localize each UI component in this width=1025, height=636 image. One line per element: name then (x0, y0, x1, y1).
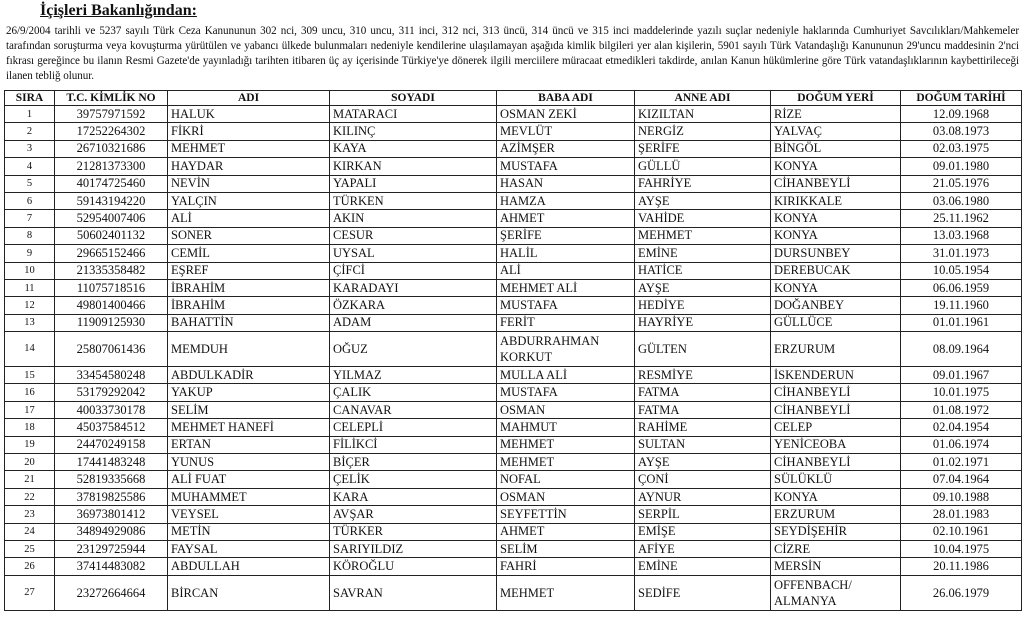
cell-tc-kimlik-no: 49801400466 (55, 297, 168, 314)
cell-dogum-yeri: KONYA (771, 158, 901, 175)
table-row (5, 279, 1022, 296)
cell-adi: BİRCAN (168, 575, 330, 610)
cell-soyadi: ÇELİK (330, 471, 497, 488)
table-row (5, 227, 1022, 244)
cell-baba-adi: HASAN (497, 175, 635, 192)
cell-anne-adi: MEHMET (635, 227, 771, 244)
cell-dogum-yeri: DOĞANBEY (771, 297, 901, 314)
cell-sira: 2 (5, 123, 55, 140)
cell-soyadi: KARA (330, 488, 497, 505)
cell-dogum-tarihi: 10.05.1954 (901, 262, 1022, 279)
cell-soyadi: KILINÇ (330, 123, 497, 140)
cell-baba-adi: OSMAN (497, 401, 635, 418)
announcement-paragraph: 26/9/2004 tarihli ve 5237 sayılı Türk Ceza Kanununun 302 nci, 309 uncu, 310 uncu, 311 inci, 312 nci, 313 üncü, 314 üncü ve 315 inci maddelerinde yazılı suçlar nedeniyle haklarında Cumhuriyet Savcılıkları/Mahkemeler tarafından soruşturma veya kovuşturma yürütülen ve yabancı ülkede bulunmaları nedeniyle kendilerine ulaşılamayan aşağıda kimlik bilgileri yer alan kişilerin, 5901 sayılı Türk Vatandaşlığı Kanununun 29'uncu maddesinin 2'nci fıkrası gereğince bu ilanın Resmi Gazete'de yayınladığı tarihten itibaren üç ay içerisinde Türkiye'ye dönerek ilgili merciilere müracaat etmedikleri takdirde, anılan Kanun hükümlerine göre Türk vatandaşlıklarının kaybettirileceği ilanen tebliğ olunur. (6, 25, 1019, 82)
cell-tc-kimlik-no: 17441483248 (55, 454, 168, 471)
cell-baba-adi: MUSTAFA (497, 297, 635, 314)
cell-dogum-tarihi: 09.01.1980 (901, 158, 1022, 175)
cell-tc-kimlik-no: 24470249158 (55, 436, 168, 453)
cell-adi: MEHMET (168, 140, 330, 157)
header-row (5, 91, 1022, 106)
cell-anne-adi: KIZILTAN (635, 106, 771, 123)
cell-adi: İBRAHİM (168, 279, 330, 296)
cell-dogum-yeri: OFFENBACH/ ALMANYA (771, 575, 901, 610)
cell-sira: 6 (5, 192, 55, 209)
cell-dogum-tarihi: 08.09.1964 (901, 332, 1022, 367)
cell-sira: 27 (5, 575, 55, 610)
cell-dogum-tarihi: 21.05.1976 (901, 175, 1022, 192)
cell-adi: METİN (168, 523, 330, 540)
cell-adi: EŞREF (168, 262, 330, 279)
cell-adi: ALİ FUAT (168, 471, 330, 488)
cell-baba-adi: MEVLÜT (497, 123, 635, 140)
cell-tc-kimlik-no: 21281373300 (55, 158, 168, 175)
cell-adi: MEHMET HANEFİ (168, 419, 330, 436)
table-row (5, 192, 1022, 209)
cell-adi: BAHATTİN (168, 314, 330, 331)
cell-baba-adi: ŞERİFE (497, 227, 635, 244)
table-row (5, 506, 1022, 523)
column-header-anne-adi: ANNE ADI (635, 91, 771, 106)
cell-soyadi: BİÇER (330, 454, 497, 471)
table-row (5, 367, 1022, 384)
cell-sira: 25 (5, 540, 55, 557)
cell-tc-kimlik-no: 40033730178 (55, 401, 168, 418)
cell-soyadi: YAPALI (330, 175, 497, 192)
cell-anne-adi: ŞERİFE (635, 140, 771, 157)
table-row (5, 471, 1022, 488)
cell-dogum-yeri: ERZURUM (771, 332, 901, 367)
cell-tc-kimlik-no: 34894929086 (55, 523, 168, 540)
document-title: İçişleri Bakanlığından: (40, 2, 197, 19)
cell-dogum-tarihi: 02.10.1961 (901, 523, 1022, 540)
table-row (5, 262, 1022, 279)
table-row (5, 540, 1022, 557)
cell-anne-adi: SERPİL (635, 506, 771, 523)
cell-baba-adi: ABDURRAHMAN KORKUT (497, 332, 635, 367)
cell-adi: YALÇIN (168, 192, 330, 209)
cell-dogum-tarihi: 07.04.1964 (901, 471, 1022, 488)
cell-tc-kimlik-no: 45037584512 (55, 419, 168, 436)
cell-dogum-tarihi: 31.01.1973 (901, 245, 1022, 262)
cell-adi: YUNUS (168, 454, 330, 471)
cell-dogum-tarihi: 01.06.1974 (901, 436, 1022, 453)
cell-dogum-yeri: YENİCEOBA (771, 436, 901, 453)
cell-soyadi: CESUR (330, 227, 497, 244)
cell-dogum-tarihi: 03.08.1973 (901, 123, 1022, 140)
table-body (5, 106, 1022, 611)
cell-baba-adi: HAMZA (497, 192, 635, 209)
table-row (5, 384, 1022, 401)
cell-baba-adi: FAHRİ (497, 558, 635, 575)
cell-dogum-tarihi: 01.02.1971 (901, 454, 1022, 471)
cell-sira: 12 (5, 297, 55, 314)
cell-soyadi: CELEPLİ (330, 419, 497, 436)
cell-soyadi: TÜRKER (330, 523, 497, 540)
cell-sira: 17 (5, 401, 55, 418)
cell-dogum-yeri: KONYA (771, 227, 901, 244)
cell-baba-adi: AZİMŞER (497, 140, 635, 157)
cell-tc-kimlik-no: 37414483082 (55, 558, 168, 575)
cell-sira: 21 (5, 471, 55, 488)
cell-dogum-yeri: CİHANBEYLİ (771, 384, 901, 401)
cell-tc-kimlik-no: 17252264302 (55, 123, 168, 140)
cell-sira: 3 (5, 140, 55, 157)
column-header-baba-adi: BABA ADI (497, 91, 635, 106)
cell-tc-kimlik-no: 50602401132 (55, 227, 168, 244)
cell-dogum-yeri: KONYA (771, 488, 901, 505)
cell-soyadi: ÖZKARA (330, 297, 497, 314)
cell-sira: 26 (5, 558, 55, 575)
cell-dogum-tarihi: 25.11.1962 (901, 210, 1022, 227)
cell-sira: 13 (5, 314, 55, 331)
cell-baba-adi: MULLA ALİ (497, 367, 635, 384)
cell-anne-adi: RAHİME (635, 419, 771, 436)
cell-dogum-tarihi: 02.03.1975 (901, 140, 1022, 157)
cell-adi: MEMDUH (168, 332, 330, 367)
cell-tc-kimlik-no: 21335358482 (55, 262, 168, 279)
cell-adi: HALUK (168, 106, 330, 123)
table-row (5, 401, 1022, 418)
cell-tc-kimlik-no: 23129725944 (55, 540, 168, 557)
cell-anne-adi: AYŞE (635, 192, 771, 209)
cell-baba-adi: MEHMET (497, 575, 635, 610)
cell-sira: 4 (5, 158, 55, 175)
cell-soyadi: KARADAYI (330, 279, 497, 296)
cell-sira: 14 (5, 332, 55, 367)
column-header-tc-kimlik-no: T.C. KİMLİK NO (55, 91, 168, 106)
cell-adi: CEMİL (168, 245, 330, 262)
table-row (5, 523, 1022, 540)
cell-dogum-tarihi: 20.11.1986 (901, 558, 1022, 575)
table-row (5, 488, 1022, 505)
cell-soyadi: SAVRAN (330, 575, 497, 610)
cell-adi: FİKRİ (168, 123, 330, 140)
cell-anne-adi: VAHİDE (635, 210, 771, 227)
cell-dogum-yeri: CİZRE (771, 540, 901, 557)
cell-dogum-tarihi: 09.10.1988 (901, 488, 1022, 505)
cell-tc-kimlik-no: 40174725460 (55, 175, 168, 192)
cell-soyadi: TÜRKEN (330, 192, 497, 209)
cell-anne-adi: ÇONİ (635, 471, 771, 488)
cell-soyadi: MATARACI (330, 106, 497, 123)
cell-baba-adi: SEYFETTİN (497, 506, 635, 523)
cell-soyadi: KAYA (330, 140, 497, 157)
cell-sira: 24 (5, 523, 55, 540)
cell-anne-adi: FATMA (635, 401, 771, 418)
cell-baba-adi: OSMAN (497, 488, 635, 505)
cell-anne-adi: SEDİFE (635, 575, 771, 610)
cell-baba-adi: FERİT (497, 314, 635, 331)
cell-dogum-yeri: RİZE (771, 106, 901, 123)
cell-soyadi: ÇİFCİ (330, 262, 497, 279)
cell-sira: 9 (5, 245, 55, 262)
table-row (5, 158, 1022, 175)
cell-sira: 16 (5, 384, 55, 401)
cell-soyadi: UYSAL (330, 245, 497, 262)
cell-baba-adi: MAHMUT (497, 419, 635, 436)
cell-baba-adi: MUSTAFA (497, 384, 635, 401)
cell-adi: HAYDAR (168, 158, 330, 175)
cell-anne-adi: HATİCE (635, 262, 771, 279)
table-row (5, 297, 1022, 314)
cell-dogum-tarihi: 19.11.1960 (901, 297, 1022, 314)
cell-adi: NEVİN (168, 175, 330, 192)
cell-anne-adi: RESMİYE (635, 367, 771, 384)
cell-baba-adi: ALİ (497, 262, 635, 279)
table-row (5, 140, 1022, 157)
table-row (5, 175, 1022, 192)
cell-dogum-yeri: KONYA (771, 210, 901, 227)
column-header-adi: ADI (168, 91, 330, 106)
cell-anne-adi: FAHRİYE (635, 175, 771, 192)
cell-soyadi: ÇALIK (330, 384, 497, 401)
cell-soyadi: FİLİKCİ (330, 436, 497, 453)
cell-anne-adi: AYŞE (635, 454, 771, 471)
cell-dogum-yeri: CİHANBEYLİ (771, 454, 901, 471)
cell-dogum-tarihi: 26.06.1979 (901, 575, 1022, 610)
cell-tc-kimlik-no: 39757971592 (55, 106, 168, 123)
cell-adi: İBRAHİM (168, 297, 330, 314)
cell-tc-kimlik-no: 29665152466 (55, 245, 168, 262)
cell-dogum-yeri: CELEP (771, 419, 901, 436)
cell-anne-adi: SULTAN (635, 436, 771, 453)
cell-baba-adi: NOFAL (497, 471, 635, 488)
table-row (5, 314, 1022, 331)
cell-adi: SELİM (168, 401, 330, 418)
table-row (5, 575, 1022, 610)
cell-sira: 22 (5, 488, 55, 505)
cell-dogum-yeri: SÜLÜKLÜ (771, 471, 901, 488)
cell-adi: ABDULLAH (168, 558, 330, 575)
table-row (5, 436, 1022, 453)
cell-sira: 20 (5, 454, 55, 471)
cell-dogum-tarihi: 09.01.1967 (901, 367, 1022, 384)
cell-soyadi: KIRKAN (330, 158, 497, 175)
cell-adi: ABDULKADİR (168, 367, 330, 384)
cell-dogum-yeri: GÜLLÜCE (771, 314, 901, 331)
cell-sira: 10 (5, 262, 55, 279)
cell-dogum-yeri: İSKENDERUN (771, 367, 901, 384)
cell-sira: 19 (5, 436, 55, 453)
table-row (5, 106, 1022, 123)
table-row (5, 454, 1022, 471)
cell-dogum-tarihi: 10.04.1975 (901, 540, 1022, 557)
citizens-table (4, 90, 1022, 611)
cell-sira: 18 (5, 419, 55, 436)
cell-sira: 5 (5, 175, 55, 192)
cell-soyadi: CANAVAR (330, 401, 497, 418)
cell-dogum-tarihi: 12.09.1968 (901, 106, 1022, 123)
cell-tc-kimlik-no: 23272664664 (55, 575, 168, 610)
cell-sira: 8 (5, 227, 55, 244)
cell-dogum-yeri: MERSİN (771, 558, 901, 575)
cell-dogum-yeri: KIRIKKALE (771, 192, 901, 209)
column-header-sira: SIRA (5, 91, 55, 106)
cell-tc-kimlik-no: 36973801412 (55, 506, 168, 523)
cell-anne-adi: GÜLTEN (635, 332, 771, 367)
cell-anne-adi: EMİNE (635, 245, 771, 262)
cell-sira: 7 (5, 210, 55, 227)
cell-anne-adi: AFİYE (635, 540, 771, 557)
cell-soyadi: SARIYILDIZ (330, 540, 497, 557)
cell-baba-adi: MEHMET ALİ (497, 279, 635, 296)
cell-adi: ALİ (168, 210, 330, 227)
column-header-soyadi: SOYADI (330, 91, 497, 106)
cell-baba-adi: AHMET (497, 210, 635, 227)
cell-baba-adi: HALİL (497, 245, 635, 262)
cell-anne-adi: AYŞE (635, 279, 771, 296)
cell-dogum-yeri: SEYDİŞEHİR (771, 523, 901, 540)
cell-adi: MUHAMMET (168, 488, 330, 505)
cell-soyadi: OĞUZ (330, 332, 497, 367)
cell-baba-adi: SELİM (497, 540, 635, 557)
cell-dogum-yeri: BİNGÖL (771, 140, 901, 157)
cell-baba-adi: AHMET (497, 523, 635, 540)
cell-anne-adi: AYNUR (635, 488, 771, 505)
cell-tc-kimlik-no: 52819335668 (55, 471, 168, 488)
cell-dogum-yeri: CİHANBEYLİ (771, 401, 901, 418)
cell-adi: ERTAN (168, 436, 330, 453)
cell-tc-kimlik-no: 59143194220 (55, 192, 168, 209)
cell-tc-kimlik-no: 26710321686 (55, 140, 168, 157)
cell-anne-adi: EMİŞE (635, 523, 771, 540)
table-row (5, 123, 1022, 140)
cell-sira: 1 (5, 106, 55, 123)
cell-soyadi: YILMAZ (330, 367, 497, 384)
column-header-dogum-tarihi: DOĞUM TARİHİ (901, 91, 1022, 106)
cell-anne-adi: FATMA (635, 384, 771, 401)
table-row (5, 245, 1022, 262)
cell-dogum-tarihi: 06.06.1959 (901, 279, 1022, 296)
cell-sira: 15 (5, 367, 55, 384)
cell-dogum-yeri: DURSUNBEY (771, 245, 901, 262)
cell-dogum-yeri: YALVAÇ (771, 123, 901, 140)
cell-tc-kimlik-no: 53179292042 (55, 384, 168, 401)
cell-anne-adi: EMİNE (635, 558, 771, 575)
cell-dogum-yeri: KONYA (771, 279, 901, 296)
cell-dogum-tarihi: 13.03.1968 (901, 227, 1022, 244)
cell-tc-kimlik-no: 33454580248 (55, 367, 168, 384)
table-row (5, 332, 1022, 367)
cell-dogum-tarihi: 03.06.1980 (901, 192, 1022, 209)
cell-dogum-yeri: ERZURUM (771, 506, 901, 523)
cell-baba-adi: OSMAN ZEKİ (497, 106, 635, 123)
cell-tc-kimlik-no: 11075718516 (55, 279, 168, 296)
cell-anne-adi: NERGİZ (635, 123, 771, 140)
cell-soyadi: AVŞAR (330, 506, 497, 523)
cell-baba-adi: MUSTAFA (497, 158, 635, 175)
cell-dogum-yeri: CİHANBEYLİ (771, 175, 901, 192)
cell-dogum-tarihi: 01.08.1972 (901, 401, 1022, 418)
cell-adi: YAKUP (168, 384, 330, 401)
cell-soyadi: KÖROĞLU (330, 558, 497, 575)
column-header-dogum-yeri: DOĞUM YERİ (771, 91, 901, 106)
cell-soyadi: AKIN (330, 210, 497, 227)
cell-dogum-yeri: DEREBUCAK (771, 262, 901, 279)
cell-dogum-tarihi: 01.01.1961 (901, 314, 1022, 331)
cell-anne-adi: HEDİYE (635, 297, 771, 314)
cell-anne-adi: GÜLLÜ (635, 158, 771, 175)
cell-sira: 23 (5, 506, 55, 523)
table-row (5, 558, 1022, 575)
cell-adi: SONER (168, 227, 330, 244)
cell-baba-adi: MEHMET (497, 436, 635, 453)
cell-dogum-tarihi: 10.01.1975 (901, 384, 1022, 401)
cell-soyadi: ADAM (330, 314, 497, 331)
table-header (5, 91, 1022, 106)
table-row (5, 210, 1022, 227)
cell-baba-adi: MEHMET (497, 454, 635, 471)
cell-tc-kimlik-no: 37819825586 (55, 488, 168, 505)
cell-adi: VEYSEL (168, 506, 330, 523)
cell-anne-adi: HAYRİYE (635, 314, 771, 331)
table-row (5, 419, 1022, 436)
cell-sira: 11 (5, 279, 55, 296)
cell-dogum-tarihi: 02.04.1954 (901, 419, 1022, 436)
cell-tc-kimlik-no: 11909125930 (55, 314, 168, 331)
cell-adi: FAYSAL (168, 540, 330, 557)
cell-dogum-tarihi: 28.01.1983 (901, 506, 1022, 523)
cell-tc-kimlik-no: 25807061436 (55, 332, 168, 367)
cell-tc-kimlik-no: 52954007406 (55, 210, 168, 227)
